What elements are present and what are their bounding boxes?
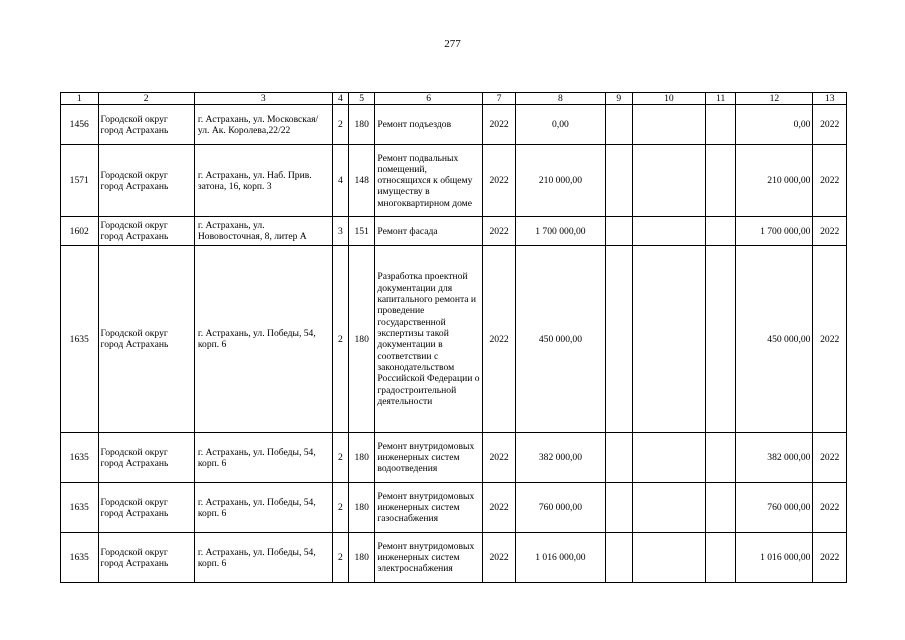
col9-cell xyxy=(605,433,632,483)
total-cell: 450 000,00 xyxy=(736,246,813,433)
work-type-cell: Ремонт фасада xyxy=(375,217,483,246)
region-cell: Городской округ город Астрахань xyxy=(98,533,194,583)
year-cell: 2022 xyxy=(482,145,515,217)
col4-cell: 2 xyxy=(332,246,348,433)
header-cell: 7 xyxy=(482,93,515,105)
header-cell: 2 xyxy=(98,93,194,105)
total-cell: 210 000,00 xyxy=(736,145,813,217)
header-cell: 6 xyxy=(375,93,483,105)
col9-cell xyxy=(605,483,632,533)
header-cell: 4 xyxy=(332,93,348,105)
col4-cell: 2 xyxy=(332,483,348,533)
col11-cell xyxy=(705,533,735,583)
header-row xyxy=(61,93,847,105)
col10-cell xyxy=(632,105,705,145)
col11-cell xyxy=(705,433,735,483)
col5-cell: 180 xyxy=(349,483,375,533)
table-row xyxy=(61,105,847,145)
total-cell: 1 016 000,00 xyxy=(736,533,813,583)
amount-cell: 1 016 000,00 xyxy=(516,533,605,583)
table-row xyxy=(61,246,847,433)
address-cell: г. Астрахань, ул. Победы, 54, корп. 6 xyxy=(194,533,332,583)
table-row xyxy=(61,433,847,483)
header-cell: 11 xyxy=(705,93,735,105)
col10-cell xyxy=(632,483,705,533)
col4-cell: 2 xyxy=(332,533,348,583)
capital-repair-table xyxy=(60,92,847,583)
col11-cell xyxy=(705,145,735,217)
work-type-cell: Ремонт внутридомовых инженерных систем водоотведения xyxy=(375,433,483,483)
row-id-cell: 1635 xyxy=(61,433,99,483)
amount-cell: 1 700 000,00 xyxy=(516,217,605,246)
col13-cell: 2022 xyxy=(813,105,847,145)
address-cell: г. Астрахань, ул. Победы, 54, корп. 6 xyxy=(194,433,332,483)
work-type-cell: Ремонт внутридомовых инженерных систем газоснабжения xyxy=(375,483,483,533)
header-cell: 13 xyxy=(813,93,847,105)
col11-cell xyxy=(705,483,735,533)
region-cell: Городской округ город Астрахань xyxy=(98,145,194,217)
table-row xyxy=(61,533,847,583)
address-cell: г. Астрахань, ул. Московская/ ул. Ак. Королева,22/22 xyxy=(194,105,332,145)
col10-cell xyxy=(632,246,705,433)
col5-cell: 180 xyxy=(349,433,375,483)
col4-cell: 2 xyxy=(332,105,348,145)
region-cell: Городской округ город Астрахань xyxy=(98,433,194,483)
total-cell: 760 000,00 xyxy=(736,483,813,533)
col13-cell: 2022 xyxy=(813,145,847,217)
col9-cell xyxy=(605,145,632,217)
table-row xyxy=(61,483,847,533)
col5-cell: 180 xyxy=(349,105,375,145)
total-cell: 0,00 xyxy=(736,105,813,145)
header-cell: 9 xyxy=(605,93,632,105)
year-cell: 2022 xyxy=(482,433,515,483)
header-cell: 5 xyxy=(349,93,375,105)
col10-cell xyxy=(632,533,705,583)
row-id-cell: 1635 xyxy=(61,246,99,433)
col11-cell xyxy=(705,105,735,145)
year-cell: 2022 xyxy=(482,533,515,583)
address-cell: г. Астрахань, ул. Победы, 54, корп. 6 xyxy=(194,246,332,433)
year-cell: 2022 xyxy=(482,105,515,145)
col5-cell: 148 xyxy=(349,145,375,217)
header-cell: 1 xyxy=(61,93,99,105)
amount-cell: 450 000,00 xyxy=(516,246,605,433)
col13-cell: 2022 xyxy=(813,533,847,583)
col9-cell xyxy=(605,105,632,145)
total-cell: 1 700 000,00 xyxy=(736,217,813,246)
address-cell: г. Астрахань, ул. Победы, 54, корп. 6 xyxy=(194,483,332,533)
address-cell: г. Астрахань, ул. Наб. Прив. затона, 16, корп. 3 xyxy=(194,145,332,217)
region-cell: Городской округ город Астрахань xyxy=(98,217,194,246)
region-cell: Городской округ город Астрахань xyxy=(98,246,194,433)
col10-cell xyxy=(632,217,705,246)
work-type-cell: Ремонт внутридомовых инженерных систем электроснабжения xyxy=(375,533,483,583)
col4-cell: 3 xyxy=(332,217,348,246)
work-type-cell: Разработка проектной документации для капитального ремонта и проведение государственной экспертизы такой документации в соответствии с законодательством Российской Федерации о градостроительной деятельности xyxy=(375,246,483,433)
col5-cell: 180 xyxy=(349,533,375,583)
total-cell: 382 000,00 xyxy=(736,433,813,483)
row-id-cell: 1456 xyxy=(61,105,99,145)
row-id-cell: 1571 xyxy=(61,145,99,217)
col9-cell xyxy=(605,246,632,433)
page-number: 277 xyxy=(444,38,461,50)
year-cell: 2022 xyxy=(482,246,515,433)
year-cell: 2022 xyxy=(482,483,515,533)
address-cell: г. Астрахань, ул. Нововосточная, 8, литер А xyxy=(194,217,332,246)
header-cell: 8 xyxy=(516,93,605,105)
col13-cell: 2022 xyxy=(813,246,847,433)
col9-cell xyxy=(605,533,632,583)
amount-cell: 0,00 xyxy=(516,105,605,145)
row-id-cell: 1635 xyxy=(61,483,99,533)
col13-cell: 2022 xyxy=(813,433,847,483)
work-type-cell: Ремонт подъездов xyxy=(375,105,483,145)
col13-cell: 2022 xyxy=(813,483,847,533)
amount-cell: 210 000,00 xyxy=(516,145,605,217)
header-cell: 12 xyxy=(736,93,813,105)
header-cell: 3 xyxy=(194,93,332,105)
col11-cell xyxy=(705,217,735,246)
col5-cell: 180 xyxy=(349,246,375,433)
work-type-cell: Ремонт подвальных помещений, относящихся к общему имуществу в многоквартирном доме xyxy=(375,145,483,217)
table-row xyxy=(61,217,847,246)
region-cell: Городской округ город Астрахань xyxy=(98,483,194,533)
col10-cell xyxy=(632,145,705,217)
col9-cell xyxy=(605,217,632,246)
row-id-cell: 1635 xyxy=(61,533,99,583)
col11-cell xyxy=(705,246,735,433)
header-cell: 10 xyxy=(632,93,705,105)
col10-cell xyxy=(632,433,705,483)
col13-cell: 2022 xyxy=(813,217,847,246)
col4-cell: 2 xyxy=(332,433,348,483)
row-id-cell: 1602 xyxy=(61,217,99,246)
table-row xyxy=(61,145,847,217)
amount-cell: 382 000,00 xyxy=(516,433,605,483)
col4-cell: 4 xyxy=(332,145,348,217)
region-cell: Городской округ город Астрахань xyxy=(98,105,194,145)
year-cell: 2022 xyxy=(482,217,515,246)
amount-cell: 760 000,00 xyxy=(516,483,605,533)
col5-cell: 151 xyxy=(349,217,375,246)
